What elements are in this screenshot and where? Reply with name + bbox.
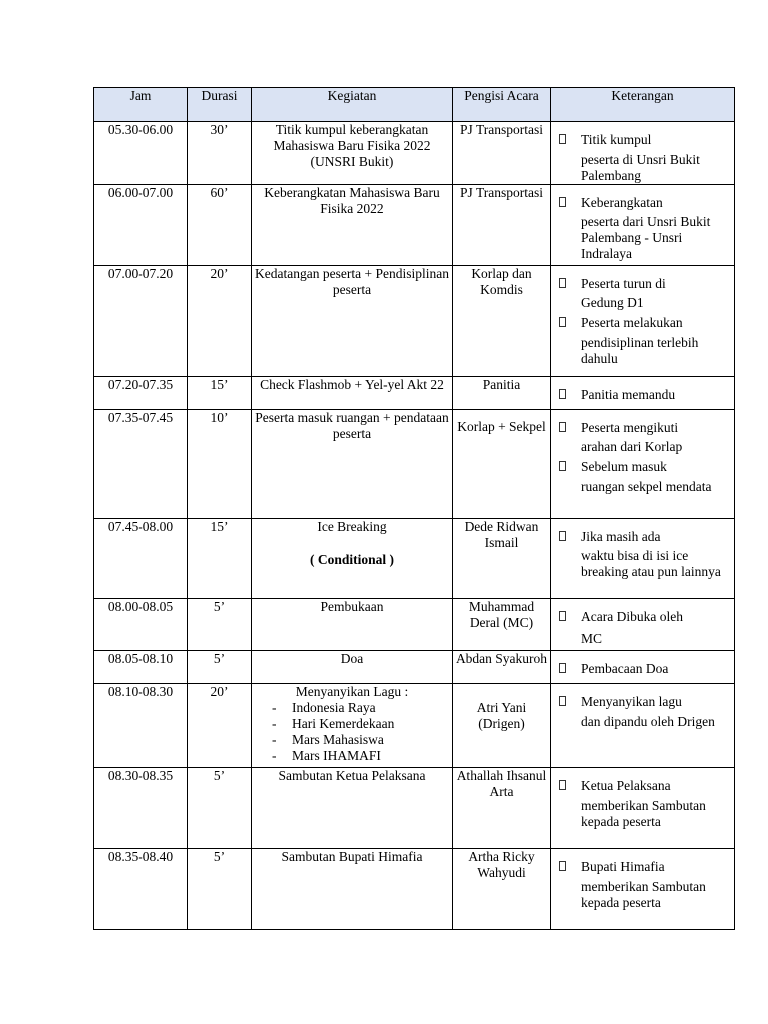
durasi-cell: 5’ (188, 768, 252, 849)
song-list (254, 700, 450, 764)
jam-cell: 07.20-07.35 (94, 376, 188, 409)
jam-cell: 08.10-08.30 (94, 684, 188, 768)
list-item: Peserta melakukan pendisiplinan terlebih dahulu (581, 312, 730, 367)
table-row (94, 598, 735, 651)
header-row (94, 88, 735, 122)
pengisi-cell: Artha Ricky Wahyudi (453, 849, 551, 930)
jam-cell: 06.00-07.00 (94, 184, 188, 265)
bullet-icon (559, 422, 566, 432)
durasi-cell: 60’ (188, 184, 252, 265)
list-item: Ketua Pelaksana memberikan Sambutan kepada peserta (581, 775, 730, 830)
keterangan-cell (551, 684, 735, 768)
pengisi-cell: Dede Ridwan Ismail (453, 518, 551, 598)
list-item: Jika masih ada waktu bisa di isi ice breaking atau pun lainnya (581, 526, 730, 581)
durasi-cell: 20’ (188, 265, 252, 376)
kegiatan-cell: Peserta masuk ruangan + pendataan peserta (252, 409, 453, 518)
jam-cell: 08.30-08.35 (94, 768, 188, 849)
pengisi-cell: Abdan Syakuroh (453, 651, 551, 684)
header-durasi: Durasi (188, 88, 252, 122)
jam-cell: 08.05-08.10 (94, 651, 188, 684)
bullet-icon (559, 611, 566, 621)
kegiatan-cell: Check Flashmob + Yel-yel Akt 22 (252, 376, 453, 409)
table-row (94, 376, 735, 409)
bullet-icon (559, 389, 566, 399)
list-item: - Hari Kemerdekaan (292, 716, 450, 732)
kegiatan-cell: Menyanyikan Lagu : - Indonesia Raya - Hari Kemerdekaan - Mars Mahasiswa - Mars IHAMAFI (252, 684, 453, 768)
pengisi-cell: Korlap dan Komdis (453, 265, 551, 376)
table-row (94, 518, 735, 598)
keterangan-cell (551, 122, 735, 185)
table-row (94, 651, 735, 684)
bullet-icon (559, 197, 566, 207)
pengisi-cell: Atri Yani (Drigen) (453, 684, 551, 768)
table-row (94, 849, 735, 930)
pengisi-cell: PJ Transportasi (453, 184, 551, 265)
jam-cell: 08.00-08.05 (94, 598, 188, 651)
list-item: Titik kumpul peserta di Unsri Bukit Palembang (581, 129, 730, 184)
bullet-icon (559, 696, 566, 706)
header-kegiatan: Kegiatan (252, 88, 453, 122)
table-row (94, 184, 735, 265)
pengisi-cell: Panitia (453, 376, 551, 409)
list-item: - Mars IHAMAFI (292, 748, 450, 764)
kegiatan-cell: Keberangkatan Mahasiswa Baru Fisika 2022 (252, 184, 453, 265)
keterangan-cell (551, 598, 735, 651)
table-row (94, 265, 735, 376)
durasi-cell: 15’ (188, 376, 252, 409)
list-item: Menyanyikan lagu dan dipandu oleh Drigen (581, 691, 730, 730)
bullet-icon (559, 278, 566, 288)
pengisi-cell: Muhammad Deral (MC) (453, 598, 551, 651)
kegiatan-cell: Doa (252, 651, 453, 684)
bullet-icon (559, 531, 566, 541)
conditional-note: ( Conditional ) (309, 551, 394, 567)
kegiatan-cell: Pembukaan (252, 598, 453, 651)
bullet-icon (559, 861, 566, 871)
kegiatan-cell: Sambutan Bupati Himafia (252, 849, 453, 930)
durasi-cell: 10’ (188, 409, 252, 518)
jam-cell: 07.45-08.00 (94, 518, 188, 598)
keterangan-cell (551, 409, 735, 518)
list-item: Keberangkatan peserta dari Unsri Bukit Palembang - Unsri Indralaya (581, 192, 730, 263)
bullet-icon (559, 317, 566, 327)
keterangan-cell (551, 184, 735, 265)
kegiatan-cell: Titik kumpul keberangkatan Mahasiswa Baru Fisika 2022 (UNSRI Bukit) (252, 122, 453, 185)
keterangan-cell (551, 651, 735, 684)
kegiatan-cell: Ice Breaking ( Conditional ) (252, 518, 453, 598)
table-row (94, 768, 735, 849)
list-item: Peserta mengikuti arahan dari Korlap (581, 417, 730, 456)
jam-cell: 07.35-07.45 (94, 409, 188, 518)
jam-cell: 08.35-08.40 (94, 849, 188, 930)
table-row (94, 122, 735, 185)
list-item: Pembacaan Doa (581, 658, 730, 681)
jam-cell: 07.00-07.20 (94, 265, 188, 376)
list-item: Sebelum masuk ruangan sekpel mendata (581, 456, 730, 495)
keterangan-cell (551, 265, 735, 376)
durasi-cell: 15’ (188, 518, 252, 598)
pengisi-cell: PJ Transportasi (453, 122, 551, 185)
bullet-icon (559, 780, 566, 790)
durasi-cell: 5’ (188, 598, 252, 651)
keterangan-cell (551, 518, 735, 598)
bullet-icon (559, 461, 566, 471)
keterangan-cell (551, 849, 735, 930)
durasi-cell: 5’ (188, 849, 252, 930)
header-keterangan: Keterangan (551, 88, 735, 122)
table-row (94, 409, 735, 518)
keterangan-cell (551, 376, 735, 409)
list-item: Peserta turun di Gedung D1 (581, 273, 730, 312)
bullet-icon (559, 663, 566, 673)
durasi-cell: 5’ (188, 651, 252, 684)
pengisi-cell: Athallah Ihsanul Arta (453, 768, 551, 849)
pengisi-cell: Korlap + Sekpel (453, 409, 551, 518)
list-item: - Indonesia Raya (292, 700, 450, 716)
schedule-table (93, 87, 735, 930)
list-item: Acara Dibuka oleh MC (581, 606, 730, 651)
list-item: - Mars Mahasiswa (292, 732, 450, 748)
list-item: Bupati Himafia memberikan Sambutan kepada peserta (581, 856, 730, 911)
table-row (94, 684, 735, 768)
bullet-icon (559, 134, 566, 144)
durasi-cell: 30’ (188, 122, 252, 185)
durasi-cell: 20’ (188, 684, 252, 768)
keterangan-cell (551, 768, 735, 849)
list-item: Panitia memandu (581, 384, 730, 407)
header-jam: Jam (94, 88, 188, 122)
kegiatan-cell: Sambutan Ketua Pelaksana (252, 768, 453, 849)
kegiatan-cell: Kedatangan peserta + Pendisiplinan peserta (252, 265, 453, 376)
header-pengisi-acara: Pengisi Acara (453, 88, 551, 122)
jam-cell: 05.30-06.00 (94, 122, 188, 185)
